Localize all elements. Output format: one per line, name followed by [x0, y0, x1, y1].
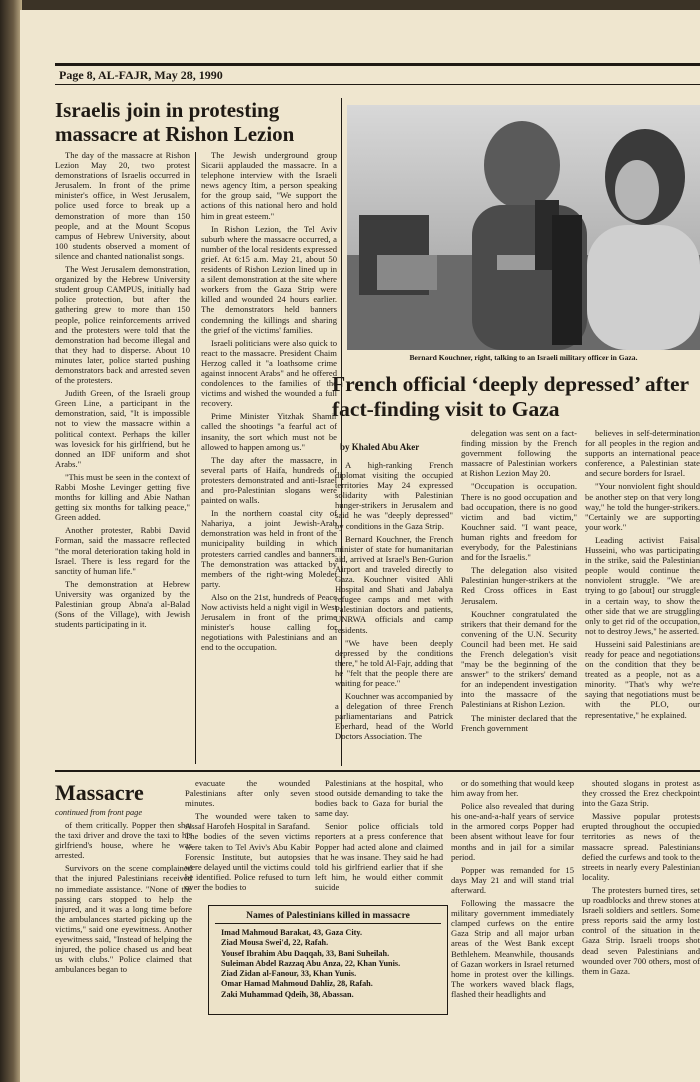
- article3-column-1: [55, 820, 192, 1060]
- byline: by Khaled Abu Aker: [340, 442, 420, 452]
- victims-list-title: Names of Palestinians killed in massacre: [246, 911, 410, 921]
- paragraph: Senior police officials told reporters at a press conference that Popper had acted alone and claimed that he was insane. They said he had told his girlfriend earlier that if she left him, he would either commit suicide: [315, 821, 443, 892]
- paragraph: "This must be seen in the context of Rabbi Moshe Levinger getting five months for killing and Abie Nathan getting six months for talking peace," Green added.: [55, 471, 190, 523]
- paragraph: Israeli politicians were also quick to react to the massacre. President Chaim Herzog called it "a loathsome crime against innocent Arabs" and he offered condolences to the families of the victims and wished the wounded a full recovery.: [201, 337, 337, 409]
- paragraph: Another protester, Rabbi David Forman, said the massacre reflected "the moral deterioration taking hold in Israel. There is less regard for the sanctity of human life.": [55, 525, 190, 576]
- victims-list-box: [208, 905, 448, 1015]
- victim-name: Ziad Mousa Swei'd, 22, Rafah.: [221, 938, 329, 948]
- paragraph: The delegation also visited Palestinian hunger-strikers at the Red Cross offices in East Jerusalem.: [461, 565, 577, 606]
- article3-column-3: [315, 778, 443, 904]
- victim-name: Suleiman Abdel Razzaq Abu Anza, 22, Khan Yunis.: [221, 958, 401, 968]
- newspaper-page: [20, 10, 700, 1082]
- paragraph: Bernard Kouchner, the French minister of state for humanitarian aid, arrived at Israel's Ben-Gurion Airport and traveled directly to Gaza. Kouchner visited Ahli Hospital and Shati and Jabalya refugee camps and met with Palestinian doctors and patients, UNRWA officials and camp residents.: [335, 533, 453, 635]
- paragraph: Leading activist Faisal Husseini, who was participating in the strike, said the Palestinian people would continue the nonviolent struggle. "We are trying to go [about] our struggle in a certain way, to show the other side that we are struggling only to get rid of the occupation, not to destroy Jews," he asserted.: [585, 534, 700, 636]
- article3-headline: Massacre: [55, 780, 144, 805]
- paragraph: The day after the massacre, in several parts of Haifa, hundreds of protesters demonstrated and anti-Israel and pro-Palestinian slogans were painted on walls.: [201, 454, 337, 506]
- victim-name: Omar Hamad Mahmoud Dahliz, 28, Rafah.: [221, 979, 373, 989]
- paragraph: Also on the 21st, hundreds of Peace Now activists held a night vigil in West Jerusalem in front of the prime minister's house calling for negotiations with Palestinians and an end to the occupation.: [201, 591, 337, 653]
- victim-name: Zaki Muhammad Qdeih, 38, Abassan.: [221, 989, 354, 999]
- paragraph: The minister declared that the French government: [461, 712, 577, 733]
- paragraph: Survivors on the scene complained that the injured Palestinians received no immediate assistance. "None of the passing cars stopped to help the injured, and it was a long time before the ambulances started picking up the victims," said one eyewitness. Another eyewitness said, "Instead of helping the injured, the police chased us and beat us with clubs." Police claimed that ambulances began to: [55, 863, 192, 975]
- paragraph: The West Jerusalem demonstration, organized by the Hebrew University student group CAMPUS, initially had police protection, but after the gathering grew to more than 150 people, police reinforcements arrived and the protesters were told that the demonstration had become illegal and that they had to disperse. About 10 minutes later, police started pushing demonstrators back and arrested seven of the protesters.: [55, 264, 190, 386]
- paragraph: The protesters burned tires, set up roadblocks and threw stones at Israeli soldiers and settlers. Some press reports said the army lost control of the situation in the Gaza Strip. Israeli troops shot dead seven Palestinians and wounded over 700 others, most of them in Gaza.: [582, 884, 700, 976]
- paragraph: Prime Minister Yitzhak Shamir called the shootings "a fearful act of insanity, the sort which must not be allowed to happen among us.": [201, 411, 337, 452]
- paragraph: delegation was sent on a fact-finding mission by the French government following the massacre of Palestinian workers at Rishon Lezion May 20.: [461, 428, 577, 479]
- paragraph: believes in self-determination for all peoples in the region and supports an international peace conference, a Palestinian state and secure borders for Israel.: [585, 428, 700, 479]
- article2-column-2: [461, 428, 577, 770]
- paragraph: Kouchner congratulated the strikers that their demand for the convening of the U.N. Security Council had been met. He said the French delegation's visit "may be the beginning of the answer" to the strikers' demand for an independent investigation into the massacre of the Palestinians at Rishon Lezion.: [461, 608, 577, 710]
- paragraph: In the northern coastal city of Nahariya, a joint Jewish-Arab demonstration was held in front of the municipality building in which protesters carried candles and banners. The demonstration was attacked by members of the right-wing Moledet party.: [201, 508, 337, 589]
- article1-column-2: [201, 150, 337, 768]
- paragraph: Massive popular protests erupted throughout the occupied territories as news of the massacre spread. Palestinians defied the curfews and took to the streets in nearly every Palestinian locality.: [582, 811, 700, 882]
- paragraph: shouted slogans in protest as they crossed the Erez checkpoint into the Gaza Strip.: [582, 778, 700, 809]
- paragraph: Judith Green, of the Israeli group Green Line, a participant in the demonstration, said, "It is impossible not to view the massacre within a political context. Perhaps the killer was lovesick for his girlfriend, but he donned an IDF uniform and shot Arabs.": [55, 388, 190, 469]
- paragraph: Husseini said Palestinians are ready for peace and negotiations on the condition that they be treated as a people, not as a minority. "That's why we're saying that negotiations must be with the PLO, our representative," he explained.: [585, 638, 700, 720]
- paragraph: "We have been deeply depressed by the conditions there," he told Al-Fajr, adding that he "felt that the people there are waiting for peace.": [335, 637, 453, 688]
- paragraph: Police also revealed that during his one-and-a-half years of service in the armored corps Popper had been absent without leave for four months and in jail for a similar period.: [451, 801, 574, 862]
- news-photo: [347, 105, 700, 350]
- article3-jump-line: continued from front page: [55, 808, 143, 817]
- paragraph: In Rishon Lezion, the Tel Aviv suburb where the massacre occurred, a number of the local residents expressed grief. At 6:15 a.m. May 21, about 50 residents of Rishon Lezion lined up in a silent demonstration at the site where workers from the Gaza Strip were killed and wounded 24 hours earlier. The demonstrators held banners condemning the killings and sharing the grief of the victims' families.: [201, 223, 337, 335]
- victim-name: Imad Mahmoud Barakat, 43, Gaza City.: [221, 928, 363, 937]
- article2-headline: French official ‘deeply depressed’ after fact-finding visit to Gaza: [332, 372, 689, 421]
- section-divider: [55, 770, 700, 772]
- page-folio: Page 8, AL-FAJR, May 28, 1990: [59, 68, 223, 82]
- paragraph: of them critically. Popper then shot the taxi driver and drove the taxi to his girlfriend's house, where he was arrested.: [55, 820, 192, 861]
- victim-name: Ziad Zidan al-Fanour, 33, Khan Yunis.: [221, 969, 357, 979]
- paragraph: A high-ranking French diplomat visiting the occupied territories May 24 expressed solidarity with Palestinian hunger-strikers in Jerusalem and said he was "deeply depressed" by conditions in the Gaza Strip.: [335, 460, 453, 531]
- article1-headline: Israelis join in protesting massacre at Rishon Lezion: [55, 98, 295, 146]
- paragraph: Kouchner was accompanied by a delegation of three French parliamentarians and Patrick Eberhard, head of the World Doctors Association. The: [335, 691, 453, 742]
- kouchner-officer-photo: [347, 105, 700, 350]
- paragraph: "Your nonviolent fight should be another step on that very long way," he told the hunger-strikers. "Certainly we are supporting your work.": [585, 481, 700, 532]
- paragraph: Palestinians at the hospital, who stood outside demanding to take the bodies back to Gaza for burial the same day.: [315, 778, 443, 819]
- paragraph: The Jewish underground group Sicarii applauded the massacre. In a telephone interview with the Israeli news agency Itim, a person speaking for the group said, "We support the actions of this national hero and hold him in great esteem.": [201, 150, 337, 221]
- article3-column-5: [582, 778, 700, 1060]
- paragraph: Popper was remanded for 15 days May 21 and will stand trial afterward.: [451, 864, 574, 895]
- book-binding: [0, 0, 22, 1082]
- paragraph: Following the massacre the military government immediately clamped curfews on the entire Gaza Strip and all major urban areas of the West Bank except Bethlehem. Meanwhile, thousands of Gazan workers in Israel returned home in protest over the killings. The workers waved black flags, flashed their headlights and: [451, 898, 574, 999]
- article3-column-2: [185, 778, 310, 904]
- article1-column-1: [55, 150, 190, 768]
- paragraph: The wounded were taken to Assaf Harofeh Hospital in Sarafand. The bodies of the seven victims were taken to Tel Aviv's Abu Kabir Forensic Institute, but autopsies were delayed until the victims could be identified. Police refused to turn over the bodies to: [185, 811, 310, 892]
- victim-name: Yousef Ibrahim Abu Daqqah, 33, Bani Suheilah.: [221, 948, 390, 958]
- column-divider: [195, 152, 196, 764]
- article2-column-1: [335, 460, 453, 770]
- paragraph: The day of the massacre at Rishon Lezion May 20, two protest demonstrations of Israelis occurred in Jerusalem. In front of the prime minister's office, in West Jerusalem, police used force to break up a demonstration of more than 150 people, and at the Mount Scopus campus of Hebrew University, about 100 students observed a moment of silence and chanted nationalist songs.: [55, 150, 190, 261]
- page-header: [55, 63, 700, 85]
- paragraph: or do something that would keep him away from her.: [451, 778, 574, 799]
- article3-column-4: [451, 778, 574, 1060]
- paragraph: The demonstration at Hebrew University was organized by the Palestinian group Abna'a al-Balad (Sons of the Village), with Jewish students participating in it.: [55, 578, 190, 630]
- paragraph: evacuate the wounded Palestinians after only seven minutes.: [185, 778, 310, 809]
- victims-list: [209, 928, 447, 1000]
- article2-column-3: [585, 428, 700, 770]
- photo-caption: Bernard Kouchner, right, talking to an Israeli military officer in Gaza.: [409, 353, 638, 362]
- paragraph: "Occupation is occupation. There is no good occupation and bad occupation, there is no good victim and bad victim," Kouchner said. "I want peace, human rights and freedom for everybody, for the Palestinians and for the Israelis.": [461, 481, 577, 563]
